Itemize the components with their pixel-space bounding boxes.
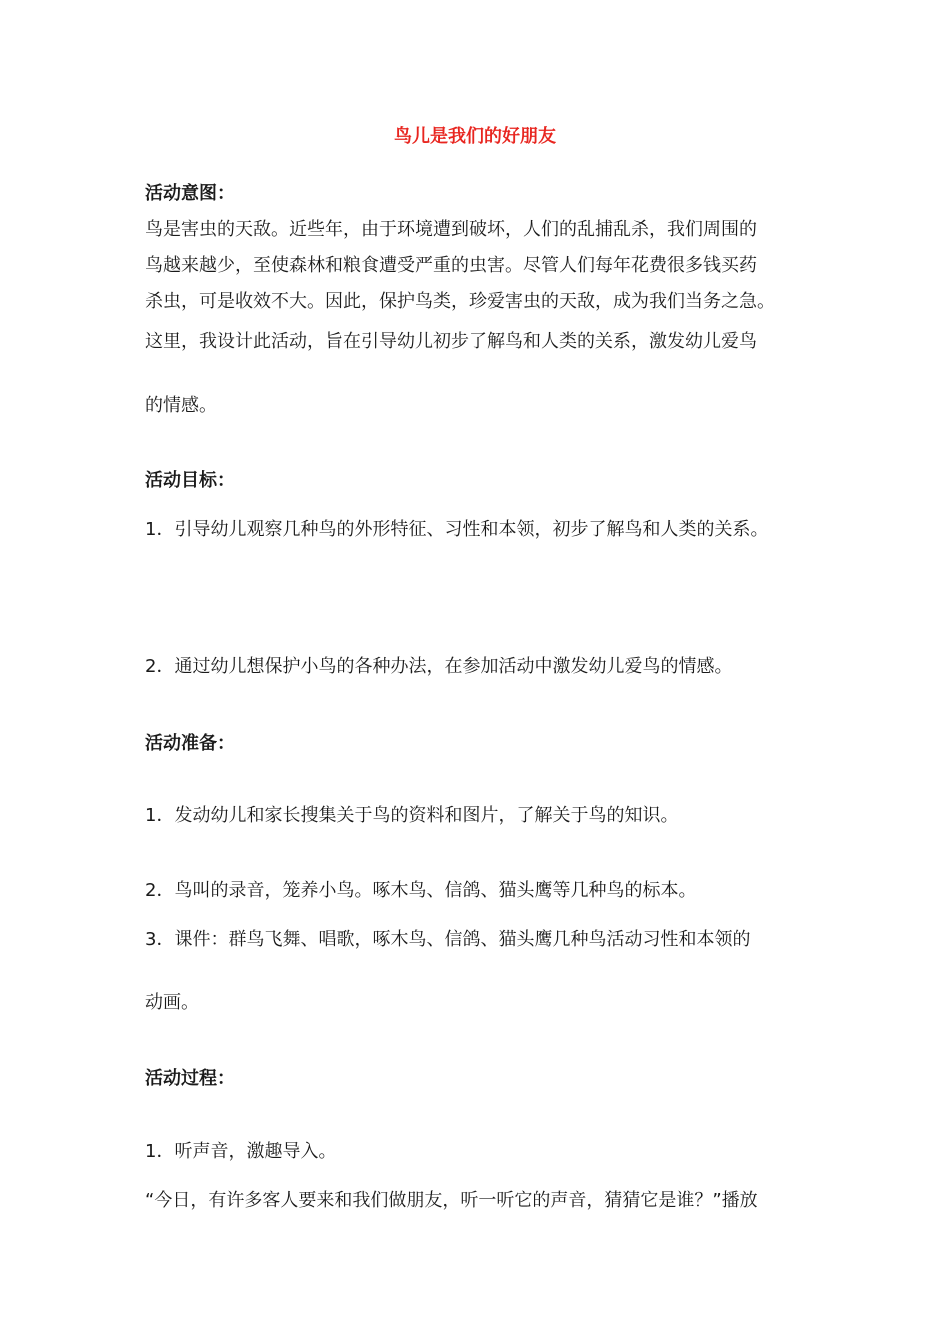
process-item: 1．听声音，激趣导入。 <box>145 1141 337 1162</box>
intent-heading: 活动意图： <box>145 183 235 204</box>
preparation-item: 2．鸟叫的录音，笼养小鸟。啄木鸟、信鸽、猫头鹰等几种鸟的标本。 <box>145 880 697 901</box>
document-title: 鸟儿是我们的好朋友 <box>394 126 556 147</box>
intent-line: 鸟越来越少，至使森林和粮食遭受严重的虫害。尽管人们每年花费很多钱买药 <box>145 255 757 276</box>
preparation-item: 动画。 <box>145 992 199 1013</box>
goals-heading: 活动目标： <box>145 470 235 491</box>
goal-item: 1．引导幼儿观察几种鸟的外形特征、习性和本领，初步了解鸟和人类的关系。 <box>145 519 769 540</box>
process-heading: 活动过程： <box>145 1068 235 1089</box>
preparation-item: 3．课件：群鸟飞舞、唱歌，啄木鸟、信鸽、猫头鹰几种鸟活动习性和本领的 <box>145 929 751 950</box>
intent-line: 杀虫，可是收效不大。因此，保护鸟类，珍爱害虫的天敌，成为我们当务之急。 <box>145 291 775 312</box>
process-item: “今日，有许多客人要来和我们做朋友，听一听它的声音，猜猜它是谁？”播放 <box>145 1190 758 1211</box>
intent-line: 鸟是害虫的天敌。近些年，由于环境遭到破坏，人们的乱捕乱杀，我们周围的 <box>145 219 757 240</box>
preparation-heading: 活动准备： <box>145 733 235 754</box>
intent-line: 这里，我设计此活动，旨在引导幼儿初步了解鸟和人类的关系，激发幼儿爱鸟 <box>145 331 757 352</box>
intent-line: 的情感。 <box>145 395 217 416</box>
preparation-item: 1．发动幼儿和家长搜集关于鸟的资料和图片，了解关于鸟的知识。 <box>145 805 679 826</box>
goal-item: 2．通过幼儿想保护小鸟的各种办法，在参加活动中激发幼儿爱鸟的情感。 <box>145 656 733 677</box>
